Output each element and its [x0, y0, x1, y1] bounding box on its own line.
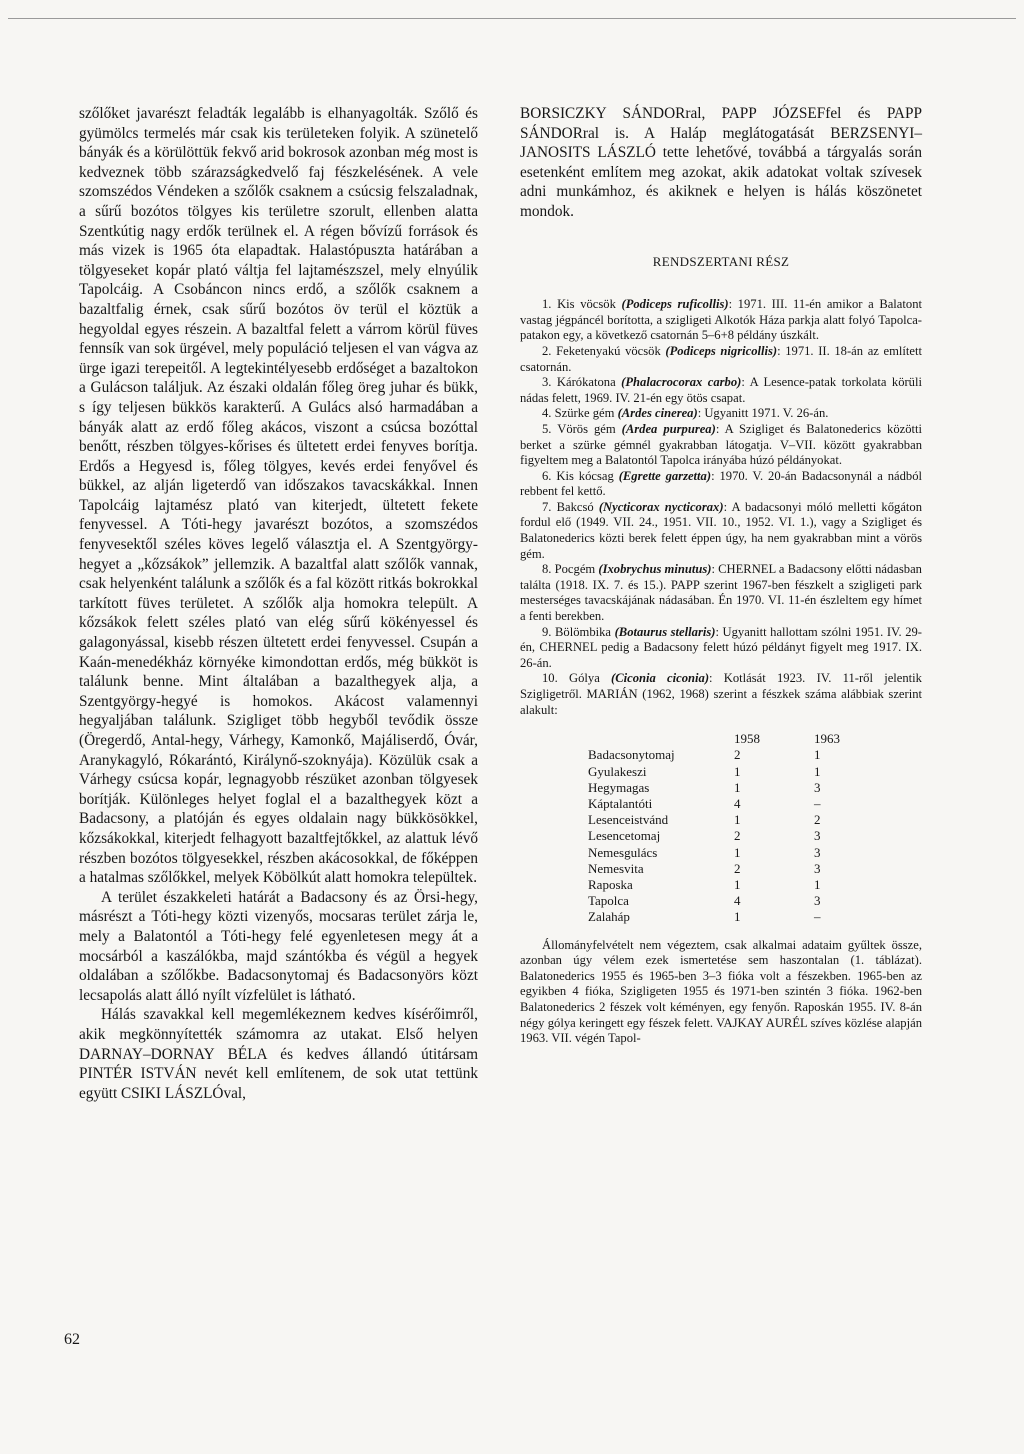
species-name: Pocgém: [554, 562, 596, 577]
species-text: : A badacsonyi móló melletti kőgáton fordul elő (1949. VII. 24., 1951. VII. 10., 1952. VI. 1.), vagy a Szigliget és Balatonederics közti berek felett éppen úgy, ha nem gyakrabban mint a vörös gém.: [520, 499, 923, 561]
species-text: : Ugyanitt hallottam szólni 1951. IV. 29-én, CHERNEL pedig a Badacsony felett húzó példányt figyelt meg 1917. IX. 26-án.: [520, 624, 922, 670]
nest-count-cell: 1: [814, 763, 821, 779]
nest-count-cell: 2: [734, 860, 741, 876]
species-number: 4.: [542, 406, 552, 421]
table-row: [588, 764, 854, 780]
nest-count-cell: 2: [814, 812, 821, 828]
species-name: Kárókatona: [556, 375, 616, 390]
species-entry: [520, 562, 922, 624]
table-header-cell: [588, 731, 734, 747]
species-name: Gólya: [569, 671, 600, 686]
nest-count-cell: –: [814, 909, 821, 925]
nest-count-cell: 1: [814, 877, 821, 893]
species-entry: [520, 671, 922, 718]
nest-count-cell: 3: [814, 893, 821, 909]
table-row: [588, 747, 854, 763]
nest-count-cell: 1: [734, 909, 741, 925]
species-latin-name: (Egrette garzetta): [618, 468, 712, 483]
species-text: : Kotlását 1923. IV. 11-ről jelentik Szigligetről. MARIÁN (1962, 1968) szerint a fészkek száma alábbiak szerint alakult:: [520, 671, 922, 717]
settlement-cell: Lesencetomaj: [588, 828, 661, 844]
paragraph: szőlőket javarészt feladták legalább is elhanyagolták. Szőlő és gyümölcs termelés már csak kis területeken folyik. A szünetelő bányák és a körülöttük fekvő arid bokrosok azonban még most is kedveznek több szárazságkedvelő faj fészkelésének. A vele szomszédos Véndeken a szőlők csaknem a csúcsig felszaladnak, a sűrű bozótos tölgyes kis területre szorult, ellenben alatta Szentkútig nagy erdők terülnek el. A régen bővízű források és más vizek is 1965 óta elapadtak. Halastópuszta határában a tölgyeseket kopár plató váltja fel lajtamészszel, mely elnyúlik Tapolcáig. A Csobáncon nincs erdő, a szőlők csaknem a bazaltfalig érnek, csak sűrű bozótos öv terül el köztük a hegyoldal egyes részein. A bazaltfal felett a várrom körül füves fennsík van sok ürgével, mely populáció teljesen el van vágva az ürge igazi terepeitől. A legtekintélyesebb erdőséget a bazaltokon a Gulácson találjuk. Az északi oldalán főleg öreg juhar és bükk, s így teljesen bükkös karakterű. A Gulács alsó harmadában a bányák alatt az erdő főleg akácos, viszont a csúcsa bozóttal benőtt, részben tölgyes-kőrises és ültetett erdei fenyves borítja. Erdős a Hegyesd is, főleg tölgyes, kevés erdei fenyővel és bükkel, az alján ligeterdő van időszakos tavacskákkal. Innen Tapolcáig lajtamész plató van kiterjedt, ültetett fekete fenyvessel. A Tóti-hegy javarészt bozótos, a szomszédos fenyvesektől széles köves legelő választja el. A Szentgyörgy-hegyet a „kőzsákok” jellemzik. A bazaltfal alatt szőlők vannak, csak helyenként találunk a szőlők és a fal között ritkás bokrokkal tarkított füves területet. A szőlők alja homokra települt. A kőzsákok felett széles plató van elég sűrű kökényessel és galagonyással, kisebb részen ültetett erdei fenyvessel. Csupán a Kaán-menedékház környéke kimondottan erdős, még bükköt is találunk benne. Mint általában a bazalthegyek alja, a Szentgyörgy-hegyé is homokos. Akácost valamennyi hegyaljában találunk. Szigliget több hegyből tevődik össze (Öregerdő, Antal-hegy, Várhegy, Kamonkő, Majáliserdő, Óvár, Aranykagyló, Rókarántó, Királynő-szoknyája). Közülük csak a Várhegy csúcsa kopár, legnagyobb részüket azonban tölgyesek borítják. Különleges helyet foglal el a bazalthegyek közt a Badacsony, a platóján és egyes oldalain nagy bükkösökkel, kőzsákokkal, kiterjedt felhagyott bazaltfejtőkkel, az alattuk lévő részben bozótos tölgyesekkel, részben akácosokkal, de főképpen a hatalmas szőlőkkel, melyek Köbölkút alatt homokra települtek.: [79, 105, 478, 887]
species-entry: [520, 625, 922, 672]
species-latin-name: (Botaurus stellaris): [614, 624, 716, 639]
species-latin-name: (Podiceps nigricollis): [665, 343, 778, 358]
species-latin-name: (Ardea purpurea): [621, 421, 716, 436]
table-row: [588, 893, 854, 909]
species-number: 2.: [542, 343, 552, 358]
settlement-cell: Hegymagas: [588, 779, 650, 795]
paragraph: Hálás szavakkal kell megemlékeznem kedves kísérőimről, akik megkönnyítették számomra az utakat. Első helyen DARNAY–DORNAY BÉLA és kedves állandó útitársam PINTÉR ISTVÁN nevét kell említenem, de sok utat tettünk együtt CSIKI LÁSZLÓval,: [79, 1006, 478, 1102]
right-column: [520, 104, 922, 1047]
settlement-cell: Gyulakeszi: [588, 763, 647, 779]
species-name: Kis vöcsök: [557, 297, 616, 312]
table-row: [588, 780, 854, 796]
table-row: [588, 877, 854, 893]
paragraph: A terület északkeleti határát a Badacsony és az Örsi-hegy, másrészt a Tóti-hegy közti vizenyős, mocsaras terület zárja le, mely a Balatontól a Tóti-hegy felé egyenletesen megy át a mocsárból a kaszálókba, majd szántókba és végül a hegyek oldalában a szőlőkbe. Badacsonytomaj és Badacsonyörs közt lecsapolás alatt álló nyílt vízfelület is látható.: [79, 888, 478, 1004]
species-text: : CHERNEL a Badacsony előtti nádasban találta (1918. IX. 7. és 15.). PAPP szerint 1967-ben fészkelt a szigligeti park mesterséges tavacskájának nádasában. Én 1970. VI. 11-én észleltem egy hímet a fenti berekben.: [520, 562, 922, 624]
species-number: 10.: [542, 671, 558, 686]
species-text: : 1971. II. 18-án az említett csatornán.: [520, 343, 922, 374]
nest-count-cell: 1: [734, 812, 741, 828]
species-text: : Ugyanitt 1971. V. 26-án.: [697, 406, 829, 421]
section-title: RENDSZERTANI RÉSZ: [652, 253, 790, 269]
species-latin-name: (Ixobrychus minutus): [598, 562, 712, 577]
species-entry: [520, 469, 922, 500]
settlement-cell: Lesenceistvánd: [588, 812, 669, 828]
table-header-row: [588, 731, 854, 747]
nest-count-cell: 3: [814, 828, 821, 844]
table-row: [588, 861, 854, 877]
species-number: 5.: [542, 421, 552, 436]
table-row: [588, 796, 854, 812]
settlement-cell: Raposka: [588, 877, 633, 893]
species-latin-name: (Ciconia ciconia): [611, 671, 710, 686]
table-header-cell: 1963: [814, 731, 840, 747]
table-row: [588, 909, 854, 925]
species-name: Szürke gém: [554, 406, 615, 421]
species-text: : 1971. III. 11-én amikor a Balatont vastag jégpáncél borította, a szigligeti Alkotók Háza parkja alatt folyó Tapolca-patakon egy, a következő csatornán 5–6+8 példány úszkált.: [520, 297, 922, 343]
nest-count-cell: 2: [734, 747, 741, 763]
species-text: : A Lesence-patak torkolata körüli nádas felett, 1969. IV. 21-én egy ötös csapat.: [520, 375, 922, 405]
species-latin-name: (Podiceps ruficollis): [621, 297, 729, 312]
species-name: Vörös gém: [557, 421, 616, 436]
nest-count-cell: 3: [814, 779, 821, 795]
species-name: Kis kócsag: [556, 468, 614, 483]
stork-nest-table: [588, 731, 854, 925]
nest-count-cell: 1: [814, 747, 821, 763]
species-name: Bakcsó: [556, 499, 594, 514]
closing-paragraph: Állományfelvételt nem végeztem, csak alkalmai adataim gyűltek össze, azonban úgy vélem ezek ismertetése sem haszontalan (1. táblázat). Balatonederics 1955 és 1965-ben 3–3 fióka volt a fészekben. 1965-ben az egyikben 4 fióka, Szigligeten 1955 és 1971-ben szintén 3 fióka. 1962-ben Balatonederics 2 fészek volt kéményen, egy fenyőn. Raposkán 1955. IV. 8-án négy gólya keringett egy fészek felett. VAJKAY AURÉL szíves közlése alapján 1963. VII. végén Tapol-: [520, 937, 922, 1046]
settlement-cell: Nemesvita: [588, 860, 644, 876]
settlement-cell: Káptalantóti: [588, 796, 653, 811]
nest-count-cell: 2: [734, 828, 741, 844]
species-number: 1.: [542, 297, 552, 312]
page-number: 62: [64, 1331, 80, 1348]
top-rule: [8, 18, 1016, 19]
nest-count-cell: 3: [814, 860, 821, 876]
species-entry: [520, 297, 922, 344]
species-list: [520, 297, 922, 718]
settlement-cell: Badacsonytomaj: [588, 747, 675, 763]
species-name: Feketenyakú vöcsök: [556, 343, 661, 358]
species-entry: [520, 422, 922, 469]
species-text: : 1970. V. 20-án Badacsonynál a nádból rebbent fel kettő.: [520, 468, 922, 499]
settlement-cell: Nemesgulács: [588, 844, 658, 860]
nest-count-cell: 4: [734, 796, 741, 811]
species-latin-name: (Nycticorax nycticorax): [598, 499, 724, 514]
table-row: [588, 812, 854, 828]
settlement-cell: Tapolca: [588, 893, 629, 909]
nest-count-cell: –: [814, 796, 821, 811]
table-row: [588, 828, 854, 844]
nest-count-cell: 1: [734, 877, 741, 893]
species-number: 9.: [542, 624, 552, 639]
table-header-cell: 1958: [734, 731, 760, 747]
species-latin-name: (Phalacrocorax carbo): [621, 375, 742, 390]
species-number: 6.: [542, 468, 552, 483]
species-name: Bölömbika: [555, 624, 612, 639]
species-entry: [520, 344, 922, 375]
species-number: 8.: [542, 562, 552, 577]
species-latin-name: (Ardes cinerea): [617, 406, 698, 421]
left-column: [79, 104, 478, 1103]
intro-paragraph: BORSICZKY SÁNDORral, PAPP JÓZSEFfel és PAPP SÁNDORral is. A Haláp meglátogatását BERZSENYI–JANOSITS LÁSZLÓ tette lehetővé, továbbá a tárgyalás során esetenként említem meg azokat, akik adatokat voltak szívesek adni munkámhoz, és akiknek e helyen is hálás köszönetet mondok.: [520, 105, 922, 220]
species-number: 3.: [542, 375, 552, 390]
nest-count-cell: 1: [734, 779, 741, 795]
nest-count-cell: 3: [814, 844, 821, 860]
species-text: : A Szigliget és Balatonederics közötti berket a szürke gémnél gyakrabban látogatja. V–VII. között gyakrabban figyeltem meg a Balatontól Tapolca irányába húzó példányokat.: [520, 421, 922, 468]
species-entry: [520, 500, 922, 562]
species-entry: [520, 406, 922, 422]
species-entry: [520, 375, 922, 406]
nest-count-cell: 1: [734, 763, 741, 779]
nest-count-cell: 4: [734, 893, 741, 909]
settlement-cell: Zalaháp: [588, 909, 630, 925]
table-row: [588, 845, 854, 861]
species-number: 7.: [542, 499, 552, 514]
nest-count-cell: 1: [734, 844, 741, 860]
